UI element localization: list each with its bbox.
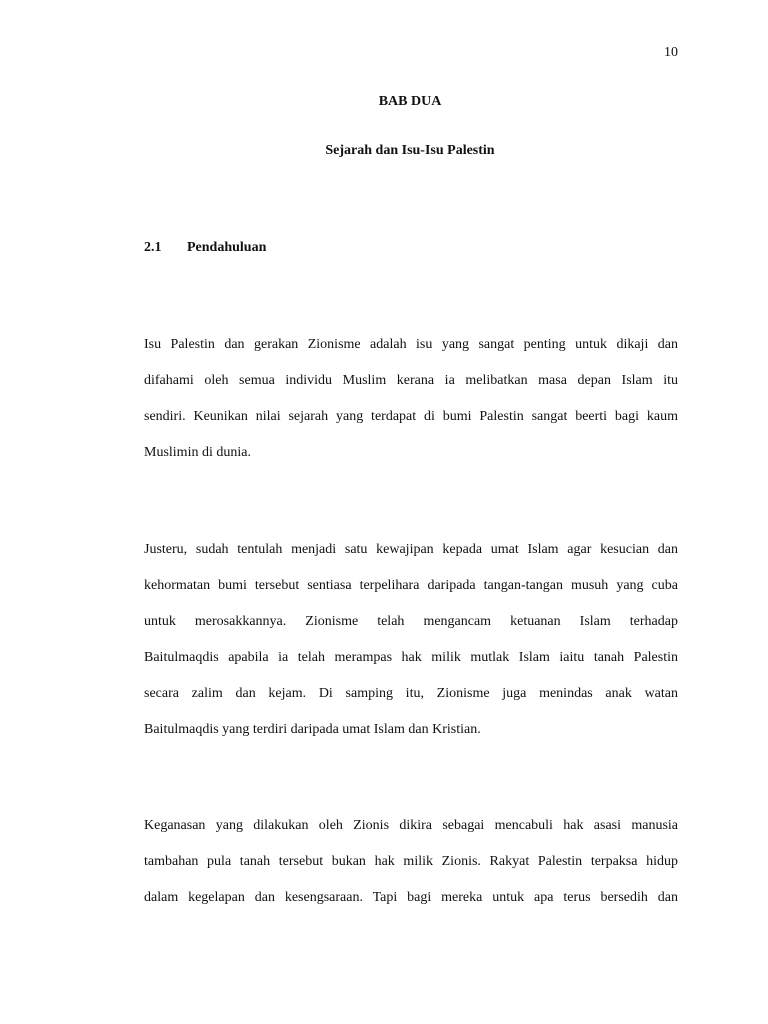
paragraph-line: Muslimin di dunia. [144, 445, 251, 460]
paragraph-line: Baitulmaqdis yang terdiri daripada umat Islam dan Kristian. [144, 722, 481, 737]
paragraph-2 [144, 532, 678, 748]
paragraph-line: Justeru, sudah tentulah menjadi satu kewajipan kepada umat Islam agar kesucian dan [144, 542, 678, 557]
paragraph-line: untuk merosakkannya. Zionisme telah mengancam ketuanan Islam terhadap [144, 614, 678, 629]
chapter-subtitle: Sejarah dan Isu-Isu Palestin [325, 143, 495, 158]
paragraph-line: tambahan pula tanah tersebut bukan hak milik Zionis. Rakyat Palestin terpaksa hidup [144, 854, 678, 869]
paragraph-line: kehormatan bumi tersebut sentiasa terpelihara daripada tangan-tangan musuh yang cuba [144, 578, 678, 593]
section-number: 2.1 [144, 240, 162, 255]
section-heading [144, 240, 266, 256]
paragraph-line: secara zalim dan kejam. Di samping itu, Zionisme juga menindas anak watan [144, 686, 678, 701]
page-number: 10 [664, 45, 678, 60]
section-title: Pendahuluan [187, 240, 267, 255]
paragraph-1 [144, 327, 678, 471]
paragraph-line: Baitulmaqdis apabila ia telah merampas hak milik mutlak Islam iaitu tanah Palestin [144, 650, 678, 665]
paragraph-3 [144, 808, 678, 916]
paragraph-line: difahami oleh semua individu Muslim kerana ia melibatkan masa depan Islam itu [144, 373, 678, 388]
paragraph-line: sendiri. Keunikan nilai sejarah yang terdapat di bumi Palestin sangat beerti bagi kaum [144, 409, 678, 424]
chapter-title: BAB DUA [378, 94, 442, 109]
paragraph-line: Keganasan yang dilakukan oleh Zionis dikira sebagai mencabuli hak asasi manusia [144, 818, 678, 833]
paragraph-line: dalam kegelapan dan kesengsaraan. Tapi bagi mereka untuk apa terus bersedih dan [144, 890, 678, 905]
paragraph-line: Isu Palestin dan gerakan Zionisme adalah isu yang sangat penting untuk dikaji dan [144, 337, 678, 352]
